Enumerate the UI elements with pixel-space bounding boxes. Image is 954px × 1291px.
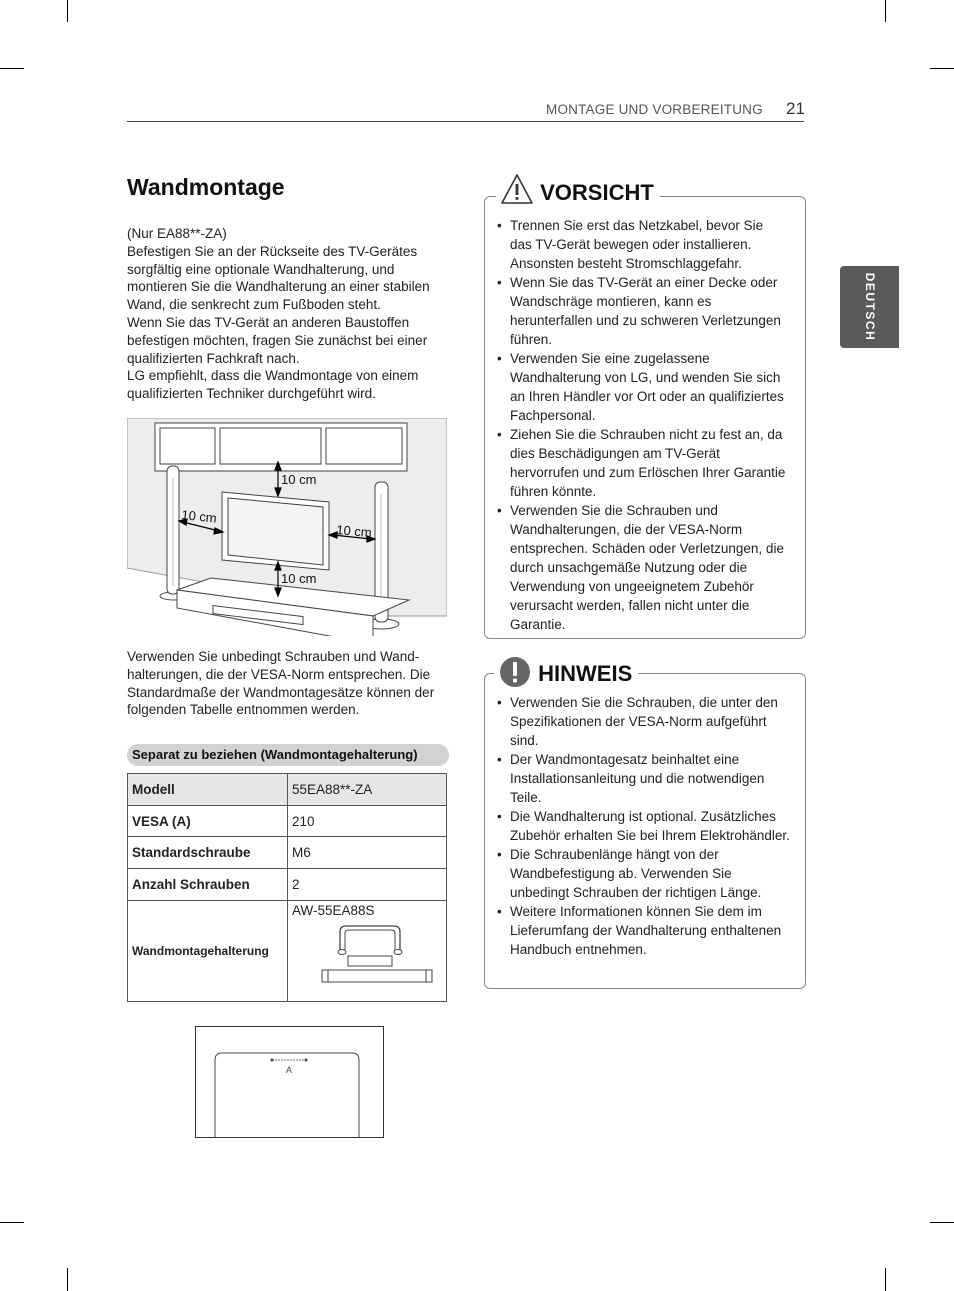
crop-mark [930,1222,954,1223]
intro-line: Befestigen Sie an der Rückseite des TV-Gerätes sorgfältig eine optionale Wandhalterung, und montieren Sie die Wandhalterung an einer stabilen Wand, die senkrecht zum Fußboden steht. [127,243,430,313]
tv-screen [222,492,329,570]
list-item: • Verwenden Sie eine zugelassene Wandhalterung von LG, und wenden Sie sich an Ihren Händler vor Ort oder an qualifiziertes Fachpersonal. [497,349,787,425]
table-row [128,806,447,837]
caution-title-text: VORSICHT [540,180,654,205]
list-item: • Der Wandmontagesatz beinhaltet eine Installationsanleitung und die notwendigen Teile. [497,750,793,807]
table-cell-label: Anzahl Schrauben [128,869,288,901]
list-item: • Die Wandhalterung ist optional. Zusätzliches Zubehör erhalten Sie bei Ihrem Elektrohändler. [497,807,793,845]
table-cell-label: Standardschraube [128,837,288,869]
table-cell-value: 55EA88**-ZA [288,774,447,806]
list-item: • Weitere Informationen können Sie dem im Lieferumfang der Wandhalterung enthaltenen Handbuch entnehmen. [497,902,793,959]
note-title [494,655,638,689]
crop-mark [0,1222,24,1223]
crop-mark [0,68,24,69]
table-cell-label: Modell [128,774,288,806]
wall-shelf [155,423,407,471]
table-caption: Separat zu beziehen (Wandmontagehalterung) [127,744,449,766]
table-row [128,901,447,1002]
page-title: Wandmontage [127,174,285,200]
table-cell-value: AW-55EA88S [292,903,375,918]
intro-line: LG empfiehlt, dass die Wandmontage von einem qualifizierten Techniker durchgeführt wird. [127,368,419,402]
crop-mark [67,1268,68,1291]
table-cell-value: 210 [288,806,447,837]
crop-mark [885,1268,886,1291]
intro-line: Wenn Sie das TV-Gerät an anderen Baustoffen befestigen möchten, fragen Sie zunächst bei einer qualifizierten Fachkraft nach. [127,314,428,366]
crop-mark [885,0,886,22]
spec-table [127,773,447,1002]
wall-bracket-icon [292,920,442,992]
vesa-paragraph: Verwenden Sie unbedingt Schrauben und Wand-halterungen, die der VESA-Norm entsprechen. Die Standardmaße der Wandmontagesätze können der folgenden Tabelle entnommen werden. [127,649,435,718]
intro-line: (Nur EA88**-ZA) [127,226,227,241]
list-item: • Die Schraubenlänge hängt von der Wandbefestigung ab. Verwenden Sie unbedingt Schrauben der richtigen Länge. [497,845,793,902]
exclamation-icon [498,655,532,689]
list-item: • Wenn Sie das TV-Gerät an einer Decke oder Wandschräge montieren, kann es herunterfallen und zu schweren Verletzungen führen. [497,273,787,349]
wall-mount-illustration [127,418,447,636]
intro-text [127,225,457,403]
language-tab[interactable] [840,266,899,348]
list-item: • Trennen Sie erst das Netzkabel, bevor Sie das TV-Gerät bewegen oder installieren. Ansonsten besteht Stromschlaggefahr. [497,216,787,273]
note-list [497,693,793,959]
tv-back-diagram [195,1026,385,1139]
caution-list [497,216,787,634]
table-cell-label: VESA (A) [128,806,288,837]
table-cell-label: Wandmontagehalterung [128,901,288,1002]
right-distance-label: 10 cm [335,522,373,541]
table-row [128,869,447,901]
page-number: 21 [786,99,805,118]
header-rule [127,121,804,122]
bottom-distance-label: 10 cm [281,571,317,586]
vesa-dimension-label: A [286,1065,293,1075]
table-cell-value: 2 [288,869,447,901]
crop-mark [930,68,954,69]
section-header: MONTAGE UND VORBEREITUNG [546,102,763,117]
table-cell-bracket [288,901,447,1002]
list-item: • Ziehen Sie die Schrauben nicht zu fest an, da dies Beschädigungen am TV-Gerät hervorrufen und zum Erlöschen Ihrer Garantie führen könnte. [497,425,787,501]
caution-title [496,173,660,206]
table-cell-value: M6 [288,837,447,869]
list-item: • Verwenden Sie die Schrauben, die unter den Spezifikationen der VESA-Norm aufgeführt sind. [497,693,793,750]
table-row [128,837,447,869]
crop-mark [67,0,68,22]
warning-triangle-icon [500,173,534,205]
note-title-text: HINWEIS [538,661,633,686]
top-distance-label: 10 cm [281,472,317,487]
table-row [128,774,447,806]
language-tab-label: DEUTSCH [862,272,877,342]
left-distance-label: 10 cm [180,507,218,526]
list-item: • Verwenden Sie die Schrauben und Wandhalterungen, die der VESA-Norm entsprechen. Schäden oder Verletzungen, die durch unsachgemäße Nutzung oder die Verwendung von ungeeignetem Zubehör verursacht werden, fallen nicht unter die Garantie. [497,501,787,634]
